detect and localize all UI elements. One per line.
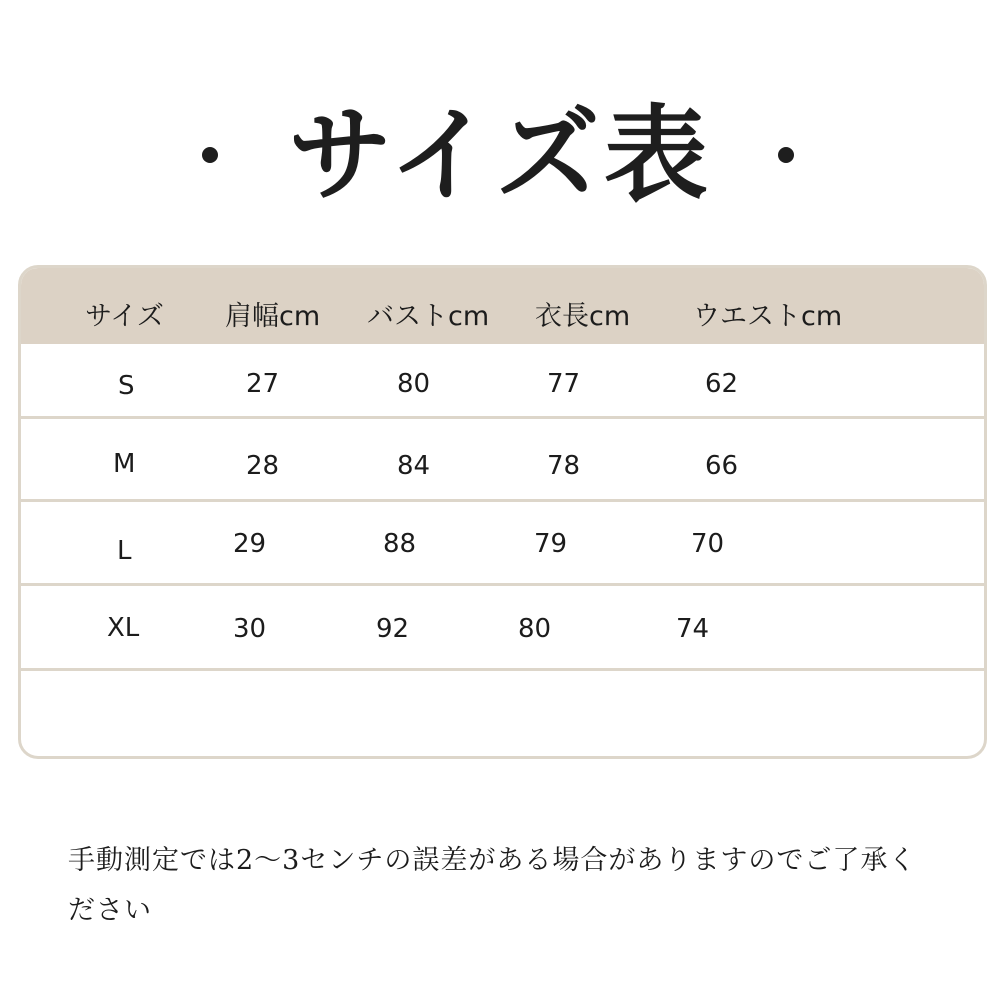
title-left-dot bbox=[202, 147, 218, 163]
header-size: サイズ bbox=[85, 301, 164, 332]
cell-bust: 92 bbox=[376, 614, 410, 644]
title-right-dot bbox=[778, 147, 794, 163]
cell-size: S bbox=[118, 371, 135, 401]
cell-waist: 66 bbox=[705, 451, 739, 481]
header-length: 衣長cm bbox=[535, 301, 631, 332]
page-title: サイズ表 bbox=[288, 93, 712, 216]
cell-waist: 62 bbox=[705, 369, 739, 399]
row-divider bbox=[21, 668, 984, 671]
cell-shoulder: 29 bbox=[233, 529, 267, 559]
header-shoulder: 肩幅cm bbox=[225, 301, 321, 332]
cell-waist: 74 bbox=[676, 614, 710, 644]
cell-length: 77 bbox=[547, 369, 581, 399]
cell-bust: 80 bbox=[397, 369, 431, 399]
cell-bust: 88 bbox=[383, 529, 417, 559]
cell-length: 79 bbox=[534, 529, 568, 559]
cell-bust: 84 bbox=[397, 451, 431, 481]
cell-shoulder: 28 bbox=[246, 451, 280, 481]
row-divider bbox=[21, 416, 984, 419]
cell-length: 80 bbox=[518, 614, 552, 644]
cell-waist: 70 bbox=[691, 529, 725, 559]
header-waist: ウエストcm bbox=[693, 301, 843, 332]
cell-shoulder: 30 bbox=[233, 614, 267, 644]
cell-length: 78 bbox=[547, 451, 581, 481]
note-line-2: ださい bbox=[68, 895, 152, 926]
header-bust: バストcm bbox=[367, 301, 490, 332]
measurement-note bbox=[68, 836, 978, 936]
row-divider bbox=[21, 583, 984, 586]
cell-size: M bbox=[113, 449, 136, 479]
cell-size: L bbox=[117, 536, 132, 566]
title-section bbox=[0, 95, 1001, 220]
cell-size: XL bbox=[107, 613, 140, 643]
row-divider bbox=[21, 499, 984, 502]
table-header bbox=[21, 268, 984, 344]
size-table bbox=[18, 265, 987, 759]
cell-shoulder: 27 bbox=[246, 369, 280, 399]
note-line-1: 手動測定では2〜3センチの誤差がある場合がありますのでご了承く bbox=[68, 845, 917, 876]
